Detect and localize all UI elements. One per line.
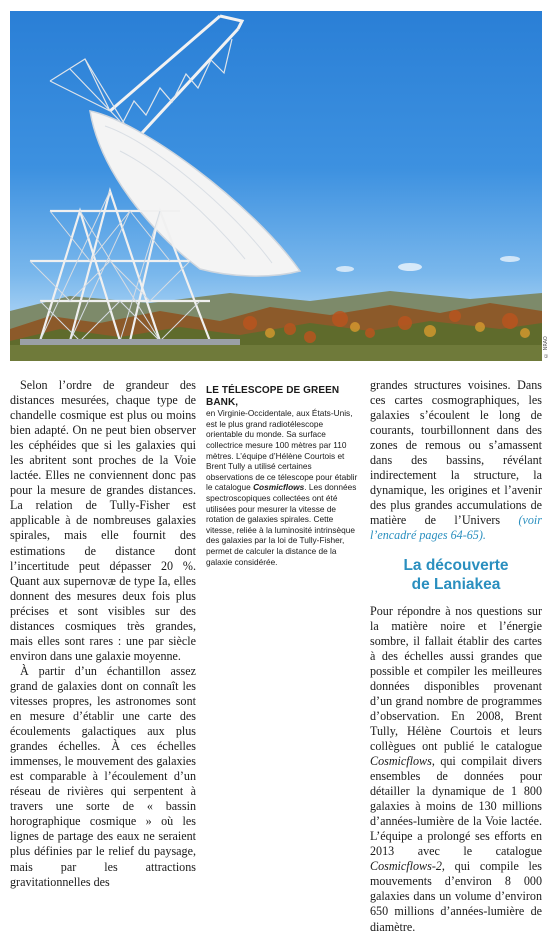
caption-text: en Virginie-Occidentale, aux États-Unis, est le plus grand radiotélescope orientable du monde. Sa surface collectrice mesure 100 mètres par 110 mètres. L’équipe d’Hélène Courtois et Brent Tully a utilisé certaines observations de ce télescope pour établir le catalogue xyxy=(206,408,358,493)
paragraph-text: , qui compilait divers ensembles de données pour détailler la dynamique de 1 800 galaxies à moins de 130 millions d’années-lumière de la Voie lactée. L’équipe a prolongé ses efforts en 2013 avec le catalogue xyxy=(370,753,542,859)
paragraph-text: grandes structures voisines. Dans ces cartes cosmographiques, les galaxies s’écoulent le long de courants, tourbillonnent dans des zones de remous ou s’amassent dans des bassins, révélant indirectement la structure, la dynamique, les origines et l’avenir des plus grandes accumulations de matière de l’Univers xyxy=(370,378,542,528)
paragraph-text: , qui compile les mouvements d’environ 8 000 galaxies dans un volume d’environ 650 millions d’années-lumière de diamètre. xyxy=(370,859,542,934)
caption-title: LE TÉLESCOPE DE GREEN BANK, xyxy=(206,385,340,408)
telescope-illustration xyxy=(10,11,542,361)
column-right xyxy=(370,378,542,935)
heading-line: La découverte xyxy=(403,556,509,574)
caption-text: . Les données spectroscopiques collectées ont été utilisées pour mesurer la vitesse de rotation de galaxies spirales. Cette vitesse, reliée à la luminosité intrinsèque des galaxies par la loi de Tully-Fisher, permet de calculer la distance de la galaxie considérée. xyxy=(206,482,357,567)
paragraph xyxy=(370,378,542,544)
paragraph: À partir d’un échantillon assez grand de galaxies dont on connaît les vitesses propres, les astronomes sont en mesure d’établir une carte des écoulements galactiques aux plus grandes échelles. À ces échelles immenses, le mouvement des galaxies est comparable à l’écoulement d’un réseau de rivières qui serpentent à travers une sorte de « bassin horographique cosmique » où les lignes de partage des eaux ne seraient plus définies par le relief du paysage, mais par les attractions gravitationnelles des xyxy=(10,663,196,889)
telescope-photo xyxy=(10,11,542,361)
catalogue-name: Cosmicflows-2 xyxy=(370,859,442,874)
heading-line: de Laniakea xyxy=(411,575,501,593)
photo-caption xyxy=(206,385,360,567)
section-heading xyxy=(370,556,542,594)
cross-reference: (voir l’encadré pages 64-65). xyxy=(370,513,542,543)
caption-catalogue-name: Cosmicflows xyxy=(253,482,305,493)
paragraph-text: Pour répondre à nos questions sur la matière noire et l’énergie sombre, il fallait établir des cartes à des échelles aussi grandes que possible et compiler les meilleures données disponibles provenant d’un grand nombre de programmes d’observation. En 2008, Brent Tully, Hélène Courtois et leurs collègues ont publié le catalogue xyxy=(370,603,542,753)
column-left xyxy=(10,378,196,890)
photo-credit: © NRAO xyxy=(543,336,549,358)
paragraph: Selon l’ordre de grandeur des distances mesurées, chaque type de chandelle cosmique est plus ou moins bien adapté. On ne peut bien observer les céphéides que si les galaxies qui les abritent sont proches de la Voie lactée. Elles ne conviennent donc pas pour la mesure de grandes distances. La relation de Tully-Fisher est applicable à de nombreuses galaxies spirales, mais elle fournit des estimations de distance dont l’incertitude peut dépasser 20 %. Quant aux supernovæ de type Ia, elles donnent des mesures deux fois plus précises et sont visibles sur des distances cosmiques très grandes, mais elles sont rares : une par siècle environ dans une galaxie moyenne. xyxy=(10,378,196,663)
catalogue-name: Cosmicflows xyxy=(370,753,432,768)
paragraph xyxy=(370,604,542,935)
